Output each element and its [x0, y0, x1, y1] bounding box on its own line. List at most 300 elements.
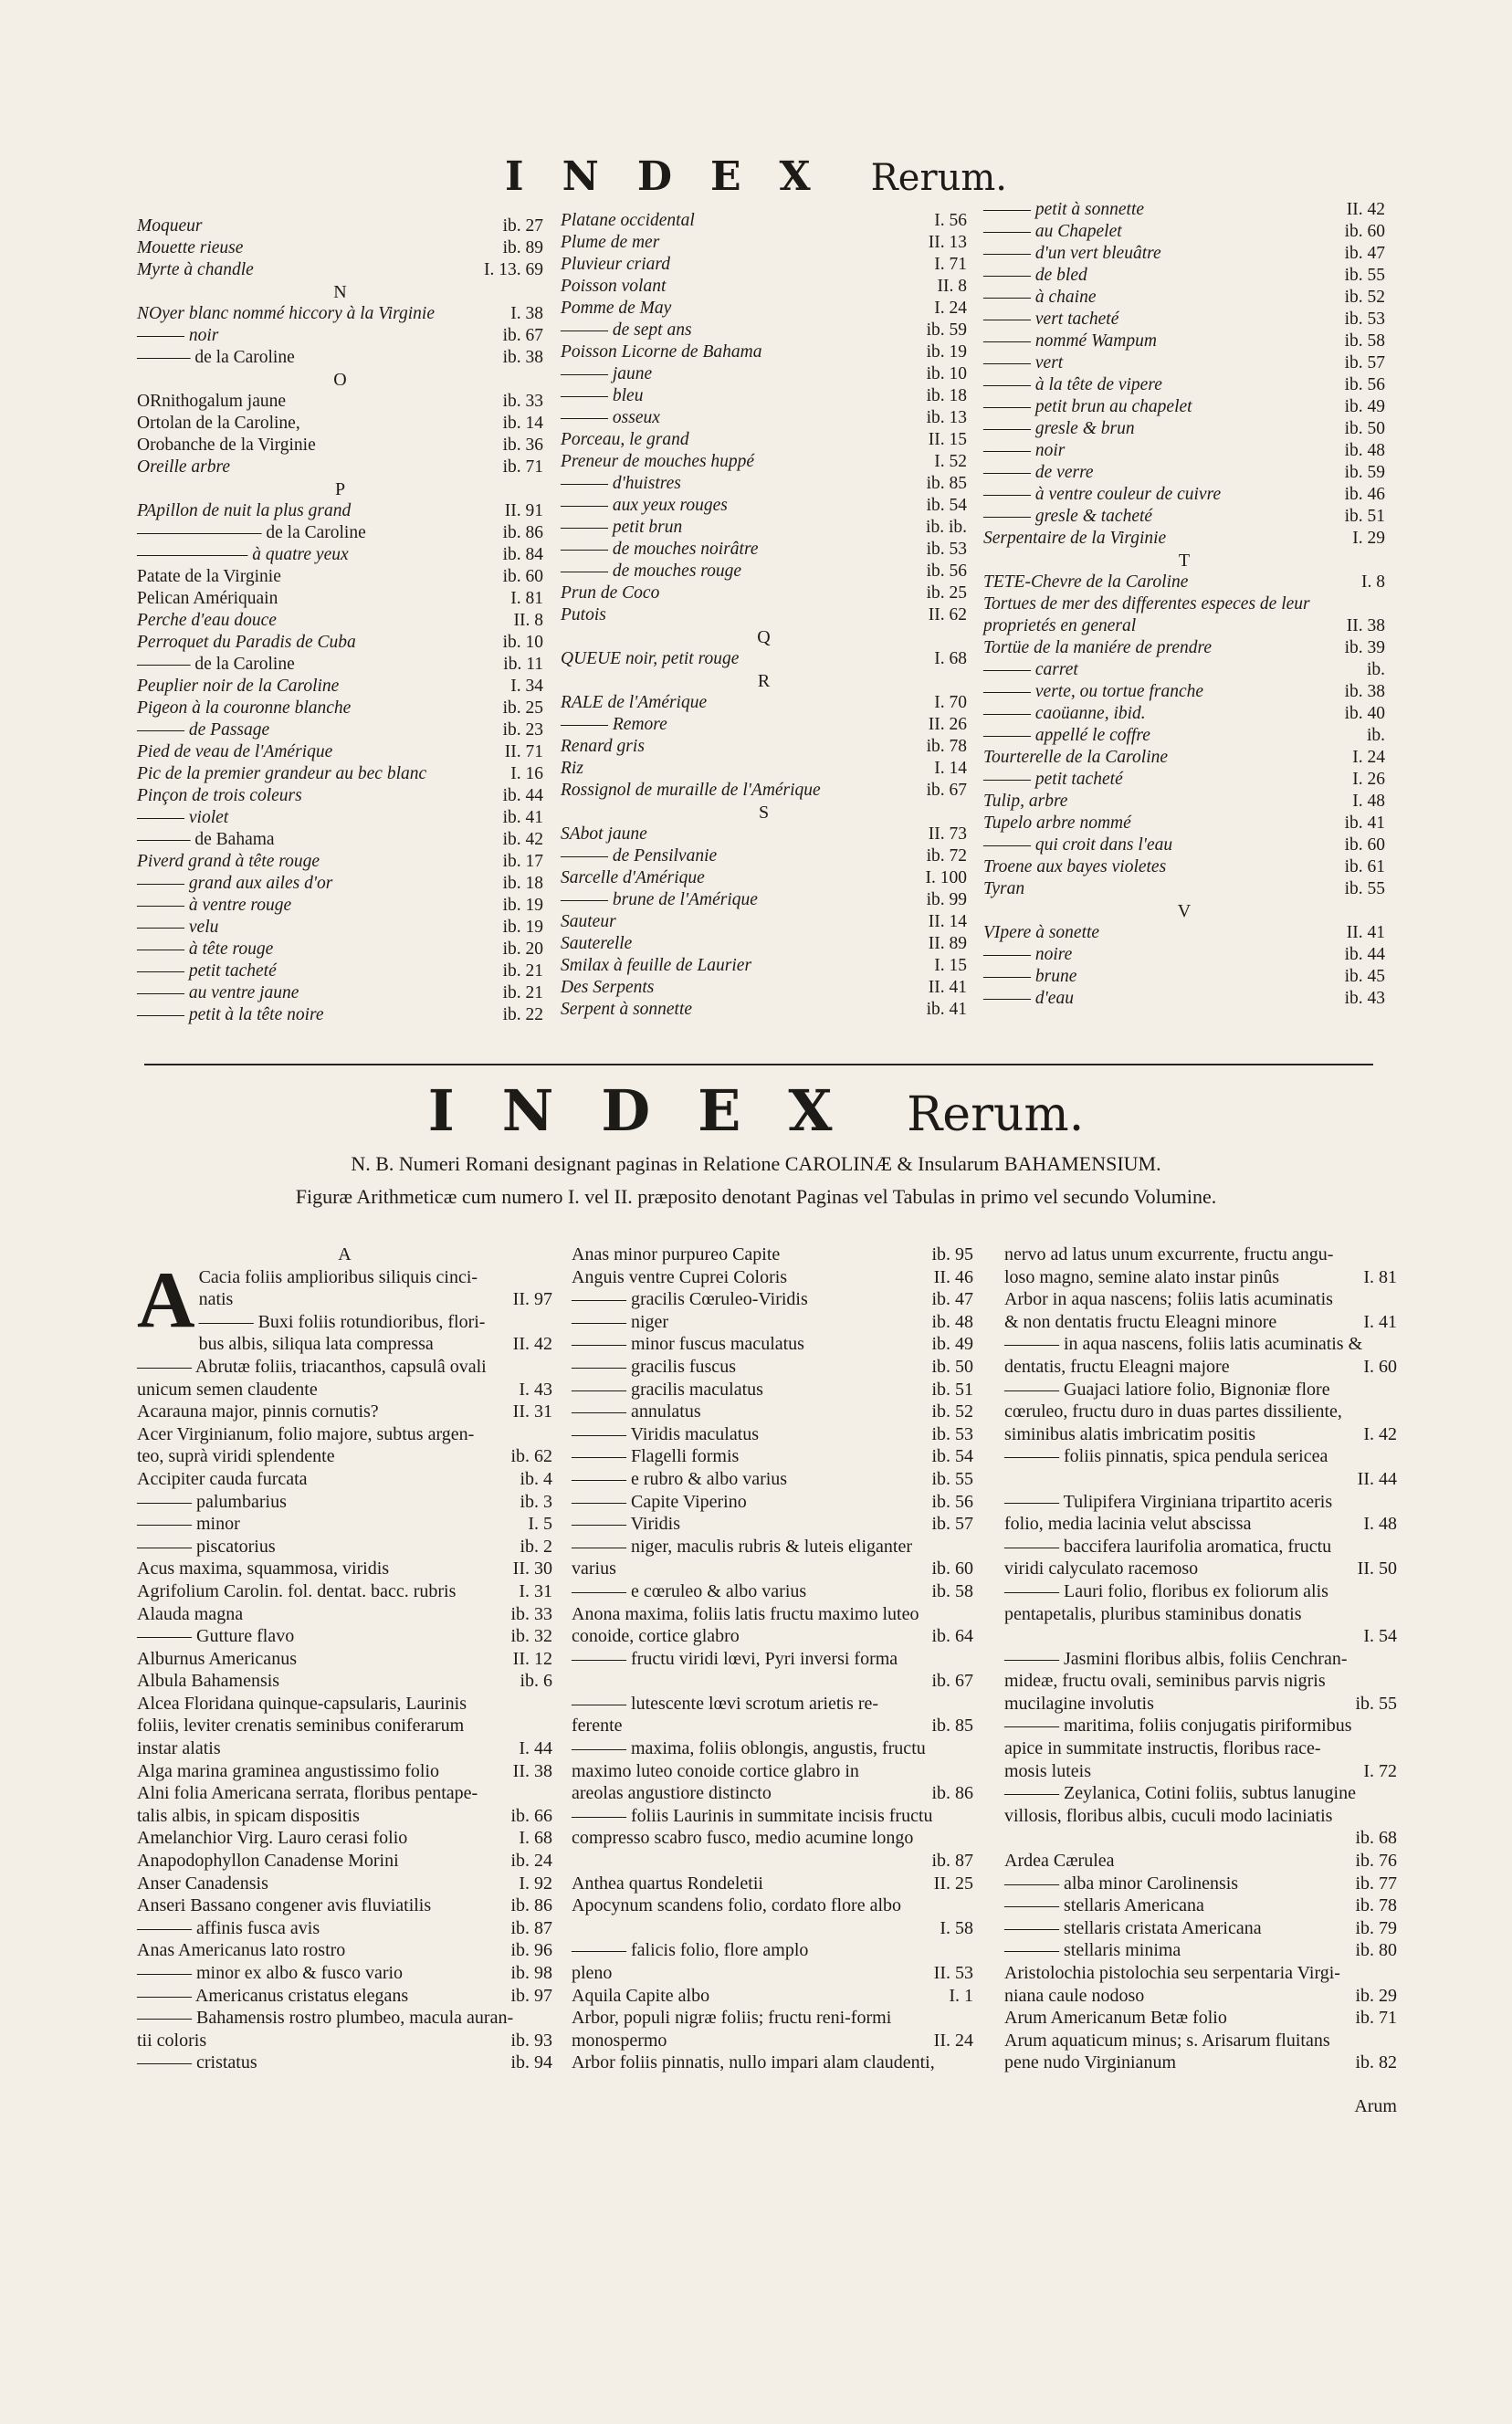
entry-page: ib. 21 — [502, 961, 543, 981]
index-entry — [137, 1962, 552, 1985]
index-entry — [137, 763, 543, 785]
entry-page: ib. 41 — [926, 1000, 967, 1019]
entry-term: Ardea Cærulea — [1004, 1851, 1115, 1872]
section-letter: A — [338, 1244, 352, 1264]
entry-page: ib. 6 — [520, 1671, 552, 1692]
entry-term — [572, 1917, 897, 1940]
entry-term: nervo ad latus unum excurrente, fructu angu- — [1004, 1244, 1334, 1264]
entry-page — [1340, 1962, 1397, 1985]
index-entry — [572, 1356, 973, 1379]
index-entry — [561, 276, 967, 298]
entry-term: Sauteur — [561, 912, 616, 931]
index-entry — [137, 2051, 552, 2074]
entry-term: Acus maxima, squammosa, viridis — [137, 1558, 390, 1579]
entry-page: ib. 19 — [502, 896, 543, 915]
entry-term: ——— in aqua nascens, foliis latis acuminatis & — [1004, 1334, 1363, 1355]
index-entry — [983, 396, 1385, 418]
index-entry — [572, 1850, 973, 1873]
entry-term: Sarcelle d'Amérique — [561, 868, 705, 887]
entry-page — [1333, 1288, 1397, 1311]
index-entry — [137, 1805, 552, 1828]
entry-page: ib. 86 — [502, 523, 543, 542]
index-entry — [983, 506, 1385, 528]
entry-page: I. 52 — [934, 452, 967, 471]
entry-term: Anseri Bassano congener avis fluviatilis — [137, 1895, 432, 1916]
entry-term: ——— baccifera laurifolia aromatica, fructu — [1004, 1536, 1332, 1557]
entry-term: ——— Abrutæ foliis, triacanthos, capsulâ ovali — [137, 1356, 487, 1377]
entry-page: ib. 84 — [502, 545, 543, 564]
index-entry — [561, 320, 967, 341]
index-entry — [137, 1693, 552, 1716]
entry-page: ib. 59 — [926, 320, 967, 340]
entry-page — [478, 1782, 552, 1805]
entry-term: ——— Guajaci latiore folio, Bignoniæ flore — [1004, 1379, 1330, 1400]
index-entry — [561, 254, 967, 276]
entry-term: Prun de Coco — [561, 583, 660, 603]
index-entry — [561, 845, 967, 867]
index-entry — [561, 867, 967, 889]
note-line-1: N. B. Numeri Romani designant paginas in Relatione CAROLINÆ & Insularum BAHAMENSIUM. — [351, 1152, 1161, 1175]
entry-term: siminibus alatis imbricatim positis — [1004, 1423, 1255, 1444]
index-entry — [572, 1491, 973, 1514]
index-entry — [572, 1603, 973, 1626]
entry-term: Rossignol de muraille de l'Amérique — [561, 781, 821, 800]
index-entry — [983, 769, 1385, 791]
entry-page: I. 24 — [934, 299, 967, 318]
drop-capital: A — [137, 1255, 195, 1345]
index-entry — [572, 1715, 973, 1737]
entry-term: Arbor, populi nigræ foliis; fructu reni-formi — [572, 2008, 892, 2029]
index-entry — [572, 1917, 973, 1940]
entry-term: villosis, floribus albis, cuculi modo laciniatis — [1004, 1805, 1333, 1826]
entry-term: Arbor in aqua nascens; foliis latis acuminatis — [1004, 1289, 1333, 1310]
entry-term: teo, suprà viridi splendente — [137, 1446, 335, 1467]
index-entry — [561, 911, 967, 933]
entry-page: ib. 57 — [1344, 353, 1385, 373]
index-entry — [561, 889, 967, 911]
entry-term: Pic de la premier grandeur au bec blanc — [137, 764, 427, 783]
index-entry — [1004, 1558, 1397, 1580]
index-entry — [137, 1850, 552, 1873]
entry-page — [1342, 1401, 1397, 1423]
entry-term: Albula Bahamensis — [137, 1671, 280, 1692]
entry-page: ib. 36 — [502, 435, 543, 455]
entry-page — [1330, 2030, 1397, 2052]
index-entry — [561, 385, 967, 407]
bottom-index-title — [0, 1077, 1512, 1144]
index-entry — [137, 1917, 552, 1940]
entry-page: ib. 51 — [931, 1379, 973, 1400]
entry-page: ib. 13 — [926, 408, 967, 427]
entry-term: ——— maritima, foliis conjugatis piriformibus — [1004, 1716, 1352, 1737]
entry-term: ——— de la Caroline — [137, 655, 295, 674]
entry-page: II. 14 — [928, 912, 967, 931]
index-entry — [572, 1805, 973, 1828]
entry-page: II. 97 — [512, 1289, 552, 1310]
entry-term: Alga marina graminea angustissimo folio — [137, 1760, 440, 1781]
entry-page: ib. 95 — [931, 1244, 973, 1264]
index-entry — [137, 676, 543, 698]
index-entry — [137, 829, 543, 851]
entry-term: Peuplier noir de la Caroline — [137, 677, 340, 696]
entry-term: ——— aux yeux rouges — [561, 496, 728, 515]
entry-page — [898, 1648, 973, 1671]
index-entry — [983, 703, 1385, 725]
entry-term: ——— palumbarius — [137, 1491, 287, 1512]
entry-term: Arum Americanum Betæ folio — [1004, 2008, 1227, 2029]
entry-term: ——— brune de l'Amérique — [561, 890, 758, 909]
entry-term: ——— violet — [137, 808, 229, 827]
index-entry — [137, 566, 543, 588]
entry-page: ib. 96 — [510, 1940, 552, 1961]
entry-page — [476, 1423, 552, 1446]
index-entry — [199, 1333, 552, 1356]
entry-term: pene nudo Virginianum — [1004, 2052, 1177, 2073]
entry-term: ——— petit à la tête noire — [137, 1005, 324, 1024]
entry-page — [901, 1894, 973, 1917]
entry-page: ib. 45 — [1344, 967, 1385, 986]
index-entry — [137, 1985, 552, 2008]
entry-term: Alauda magna — [137, 1603, 244, 1624]
index-entry — [983, 309, 1385, 331]
index-entry — [572, 1760, 973, 1783]
entry-page: ib. 77 — [1355, 1873, 1397, 1894]
entry-page: ib. 56 — [926, 561, 967, 581]
entry-page: II. 62 — [928, 605, 967, 624]
index-entry — [983, 813, 1385, 834]
entry-page — [1330, 1379, 1397, 1401]
entry-term: ——— qui croit dans l'eau — [983, 835, 1173, 855]
entry-page: II. 71 — [504, 742, 543, 761]
index-entry — [137, 895, 543, 917]
index-entry — [572, 1445, 973, 1468]
entry-term: ——— Viridis — [572, 1514, 680, 1535]
index-entry — [1004, 1423, 1397, 1446]
entry-term: QUEUE noir, petit rouge — [561, 649, 740, 668]
entry-page: II. 50 — [1357, 1558, 1397, 1579]
entry-term: & non dentatis fructu Eleagni minore — [1004, 1311, 1277, 1332]
entry-term: ——— foliis pinnatis, spica pendula sericea — [1004, 1446, 1328, 1467]
index-entry — [1004, 1536, 1397, 1558]
entry-page: I. 16 — [510, 764, 543, 783]
entry-term: Myrte à chandle — [137, 260, 254, 279]
index-entry — [983, 462, 1385, 484]
entry-term: Poisson volant — [561, 277, 667, 296]
index-entry — [137, 1603, 552, 1626]
index-entry — [137, 1625, 552, 1648]
index-entry — [1004, 1873, 1397, 1895]
entry-page: I. 92 — [519, 1873, 552, 1894]
entry-page: ib. 67 — [931, 1671, 973, 1692]
index-entry — [561, 736, 967, 758]
bottom-column-1 — [137, 1243, 552, 2074]
entry-page: II. 42 — [512, 1334, 552, 1355]
entry-term: ——— noir — [983, 441, 1066, 460]
entry-term: apice in summitate instructis, floribus race- — [1004, 1738, 1321, 1759]
entry-term: ——— gracilis maculatus — [572, 1379, 763, 1400]
entry-page — [897, 1693, 973, 1716]
entry-term: natis — [198, 1289, 234, 1310]
entry-term: ——— de verre — [983, 463, 1094, 482]
entry-page — [487, 1356, 552, 1379]
index-entry — [137, 456, 543, 478]
index-entry — [1004, 1445, 1397, 1468]
index-entry — [983, 681, 1385, 703]
entry-page: ib. 53 — [931, 1423, 973, 1444]
entry-term: Ortolan de la Caroline, — [137, 414, 300, 433]
entry-page — [1352, 1715, 1397, 1737]
entry-page: II. 31 — [512, 1401, 552, 1422]
entry-term: ——— Americanus cristatus elegans — [137, 1985, 409, 2006]
entry-page: I. 5 — [528, 1514, 552, 1535]
top-column-1 — [137, 215, 543, 1026]
entry-term: NOyer blanc nommé hiccory à la Virginie — [137, 304, 436, 323]
entry-page: I. 81 — [510, 589, 543, 608]
index-entry — [137, 303, 543, 325]
index-entry — [1004, 1670, 1397, 1693]
entry-term: Accipiter cauda furcata — [137, 1468, 308, 1489]
entry-page — [933, 1805, 973, 1828]
entry-page: ib. 20 — [502, 939, 543, 959]
entry-page — [1328, 1445, 1397, 1468]
section-letter: N — [333, 282, 347, 302]
entry-page — [513, 2007, 552, 2030]
entry-term: ——— à la tête de vipere — [983, 375, 1162, 394]
entry-term: ——— Viridis maculatus — [572, 1423, 760, 1444]
entry-term: ——— petit brun au chapelet — [983, 397, 1192, 416]
entry-page: ib. 58 — [931, 1580, 973, 1601]
index-entry — [199, 1266, 552, 1289]
entry-page: ib. 18 — [926, 386, 967, 405]
entry-term: Riz — [561, 759, 583, 778]
index-entry — [572, 1580, 973, 1603]
entry-term: Arum aquaticum minus; s. Arisarum fluitans — [1004, 2030, 1330, 2051]
entry-page: ib. 2 — [520, 1536, 552, 1557]
entry-page: ib. 78 — [926, 737, 967, 756]
index-entry — [572, 1243, 973, 1266]
index-entry — [561, 692, 967, 714]
entry-page — [1328, 1580, 1397, 1603]
entry-page: ib. 10 — [926, 364, 967, 383]
entry-term: ——— à ventre rouge — [137, 896, 292, 915]
entry-page: ib. 60 — [931, 1558, 973, 1579]
entry-term: Poisson Licorne de Bahama — [561, 342, 762, 362]
index-entry — [137, 960, 543, 982]
entry-page: ib. 72 — [926, 846, 967, 866]
index-entry — [1004, 2007, 1397, 2030]
index-entry — [137, 1558, 552, 1580]
index-entry — [572, 2051, 973, 2074]
entry-term: ——— carret — [983, 660, 1078, 679]
entry-term: Tyran — [983, 879, 1025, 898]
index-entry — [561, 429, 967, 451]
index-entry — [561, 604, 967, 626]
entry-page: ib. 46 — [1344, 485, 1385, 504]
entry-page: ib. 44 — [502, 786, 543, 805]
entry-page: ib. 52 — [1344, 288, 1385, 307]
entry-page: ib. 98 — [510, 1963, 552, 1983]
index-entry — [561, 824, 967, 845]
index-entry — [561, 582, 967, 604]
entry-term: Tortüe de la maniére de prendre — [983, 638, 1213, 657]
entry-page: II. 42 — [1346, 200, 1385, 219]
entry-page: ib. 3 — [520, 1491, 552, 1512]
entry-term: compresso scabro fusco, medio acumine longo — [572, 1828, 914, 1849]
entry-page: ib. 25 — [926, 583, 967, 603]
entry-page: ib. 39 — [1344, 638, 1385, 657]
entry-page: ib. 41 — [502, 808, 543, 827]
entry-term: ——— à ventre couleur de cuivre — [983, 485, 1222, 504]
entry-page: ib. 33 — [502, 392, 543, 411]
entry-term: ——— à tête rouge — [137, 939, 274, 959]
entry-page: ib. 94 — [510, 2052, 552, 2073]
entry-page: ib. 29 — [1355, 1985, 1397, 2006]
entry-term: pentapetalis, pluribus staminibus donatis — [1004, 1603, 1302, 1624]
entry-page: II. 44 — [1357, 1468, 1397, 1489]
entry-page: ib. 68 — [1355, 1828, 1397, 1849]
entry-term: Platane occidental — [561, 211, 695, 230]
entry-term: Tortues de mer des differentes especes de leur — [983, 594, 1310, 614]
entry-page: ib. 18 — [502, 874, 543, 893]
entry-page: I. 34 — [510, 677, 543, 696]
entry-page: ib. 23 — [502, 720, 543, 740]
entry-page: ib. 54 — [931, 1446, 973, 1467]
section-letter: T — [1178, 551, 1191, 571]
index-entry — [137, 325, 543, 347]
entry-page: ib. — [1366, 726, 1385, 745]
index-entry — [572, 1782, 973, 1805]
entry-page: ib. 89 — [502, 238, 543, 257]
entry-page: I. 44 — [519, 1738, 552, 1759]
index-entry — [137, 1423, 552, 1446]
entry-page: ib. 19 — [502, 918, 543, 937]
top-column-2 — [561, 210, 967, 1021]
entry-page: ib. 47 — [1344, 244, 1385, 263]
index-entry — [983, 221, 1385, 243]
index-entry — [137, 413, 543, 435]
entry-term: ——— stellaris Americana — [1004, 1895, 1204, 1916]
entry-page: ib. 62 — [510, 1446, 552, 1467]
entry-page: ib. 55 — [1355, 1693, 1397, 1714]
entry-term: ——— foliis Laurinis in summitate incisis fructu — [572, 1805, 933, 1826]
index-entry — [1004, 1288, 1397, 1311]
entry-page: ib. 38 — [502, 348, 543, 367]
index-entry — [137, 632, 543, 654]
top-index-title — [0, 153, 1512, 200]
entry-page: I. 42 — [1363, 1423, 1397, 1444]
entry-term: Anapodophyllon Canadense Morini — [137, 1851, 399, 1872]
entry-page: I. 43 — [519, 1379, 552, 1400]
entry-term: ——— nommé Wampum — [983, 331, 1157, 351]
entry-page — [476, 1693, 552, 1716]
entry-term: ——— osseux — [561, 408, 660, 427]
entry-page: ib. 40 — [1344, 704, 1385, 723]
index-entry — [572, 1827, 973, 1850]
section-letter: Q — [757, 627, 771, 647]
entry-page — [1326, 1670, 1397, 1693]
entry-term: ——— noire — [983, 945, 1073, 964]
entry-term: bus albis, siliqua lata compressa — [198, 1334, 434, 1355]
entry-term: Tulip, arbre — [983, 792, 1068, 811]
entry-page: ib. 67 — [926, 781, 967, 800]
entry-term: Pigeon à la couronne blanche — [137, 698, 352, 718]
index-entry — [983, 747, 1385, 769]
entry-term: ——— e cœruleo & albo varius — [572, 1580, 807, 1601]
entry-term: Arbor foliis pinnatis, nullo impari alam claudenti, — [572, 2052, 935, 2073]
entry-page: ib. 56 — [1344, 375, 1385, 394]
entry-page: ib. 27 — [502, 216, 543, 236]
entry-term: ——— Capite Viperino — [572, 1491, 747, 1512]
entry-term — [1004, 1468, 1320, 1491]
entry-term: viridi calyculato racemoso — [1004, 1558, 1199, 1579]
entry-term: ——— petit tacheté — [983, 770, 1123, 789]
entry-page: ib. 87 — [510, 1917, 552, 1938]
entry-page: ib. 87 — [931, 1851, 973, 1872]
index-entry — [1004, 1648, 1397, 1671]
entry-page: ib. 79 — [1355, 1917, 1397, 1938]
entry-page: ib. 97 — [510, 1985, 552, 2006]
index-entry — [1004, 1917, 1397, 1940]
entry-page — [897, 2007, 973, 2030]
entry-term: dentatis, fructu Eleagni majore — [1004, 1356, 1230, 1377]
entry-term: Pomme de May — [561, 299, 672, 318]
entry-page: I. 68 — [519, 1828, 552, 1849]
entry-page: I. 14 — [934, 759, 967, 778]
index-entry — [983, 243, 1385, 265]
index-entry — [137, 1873, 552, 1895]
entry-term: tii coloris — [137, 2030, 207, 2051]
entry-page: II. 26 — [928, 715, 967, 734]
entry-page: ib. 67 — [502, 326, 543, 345]
entry-term: Anthea quartus Rondeletii — [572, 1873, 763, 1894]
index-entry — [1004, 1805, 1397, 1828]
index-entry — [137, 1401, 552, 1423]
entry-term: instar alatis — [137, 1738, 221, 1759]
index-entry — [572, 1894, 973, 1917]
entry-term: Serpentaire de la Virginie — [983, 529, 1167, 548]
entry-page: ib. 66 — [510, 1805, 552, 1826]
entry-term: ——— falicis folio, flore amplo — [572, 1940, 809, 1961]
index-entry — [137, 1536, 552, 1558]
index-entry — [137, 1468, 552, 1491]
entry-term: Anona maxima, foliis latis fructu maximo luteo — [572, 1603, 919, 1624]
entry-page: ib. 85 — [926, 474, 967, 493]
entry-term: Porceau, le grand — [561, 430, 689, 449]
index-entry — [1004, 1782, 1397, 1805]
index-entry — [983, 440, 1385, 462]
entry-page — [1320, 1603, 1397, 1626]
entry-term: ——— minor ex albo & fusco vario — [137, 1963, 404, 1983]
entry-page: ib. 76 — [1355, 1851, 1397, 1872]
entry-term: ——— Flagelli formis — [572, 1446, 740, 1467]
index-entry — [983, 988, 1385, 1010]
entry-term — [1004, 1827, 1320, 1850]
entry-term: Perche d'eau douce — [137, 611, 277, 630]
index-entry — [983, 331, 1385, 352]
entry-term: ——— de Pensilvanie — [561, 846, 718, 866]
entry-page — [935, 2051, 973, 2074]
entry-term: ——— de sept ans — [561, 320, 692, 340]
entry-page: ib. 42 — [502, 830, 543, 849]
index-entry — [572, 1737, 973, 1760]
entry-term: ——— noir — [137, 326, 219, 345]
bottom-column-2 — [572, 1243, 973, 2074]
entry-term: ——— vert — [983, 353, 1064, 373]
entry-term: ——— à chaine — [983, 288, 1097, 307]
entry-term: ——— de mouches noirâtre — [561, 540, 759, 559]
entry-page: II. 15 — [928, 430, 967, 449]
entry-term: ferente — [572, 1716, 623, 1737]
